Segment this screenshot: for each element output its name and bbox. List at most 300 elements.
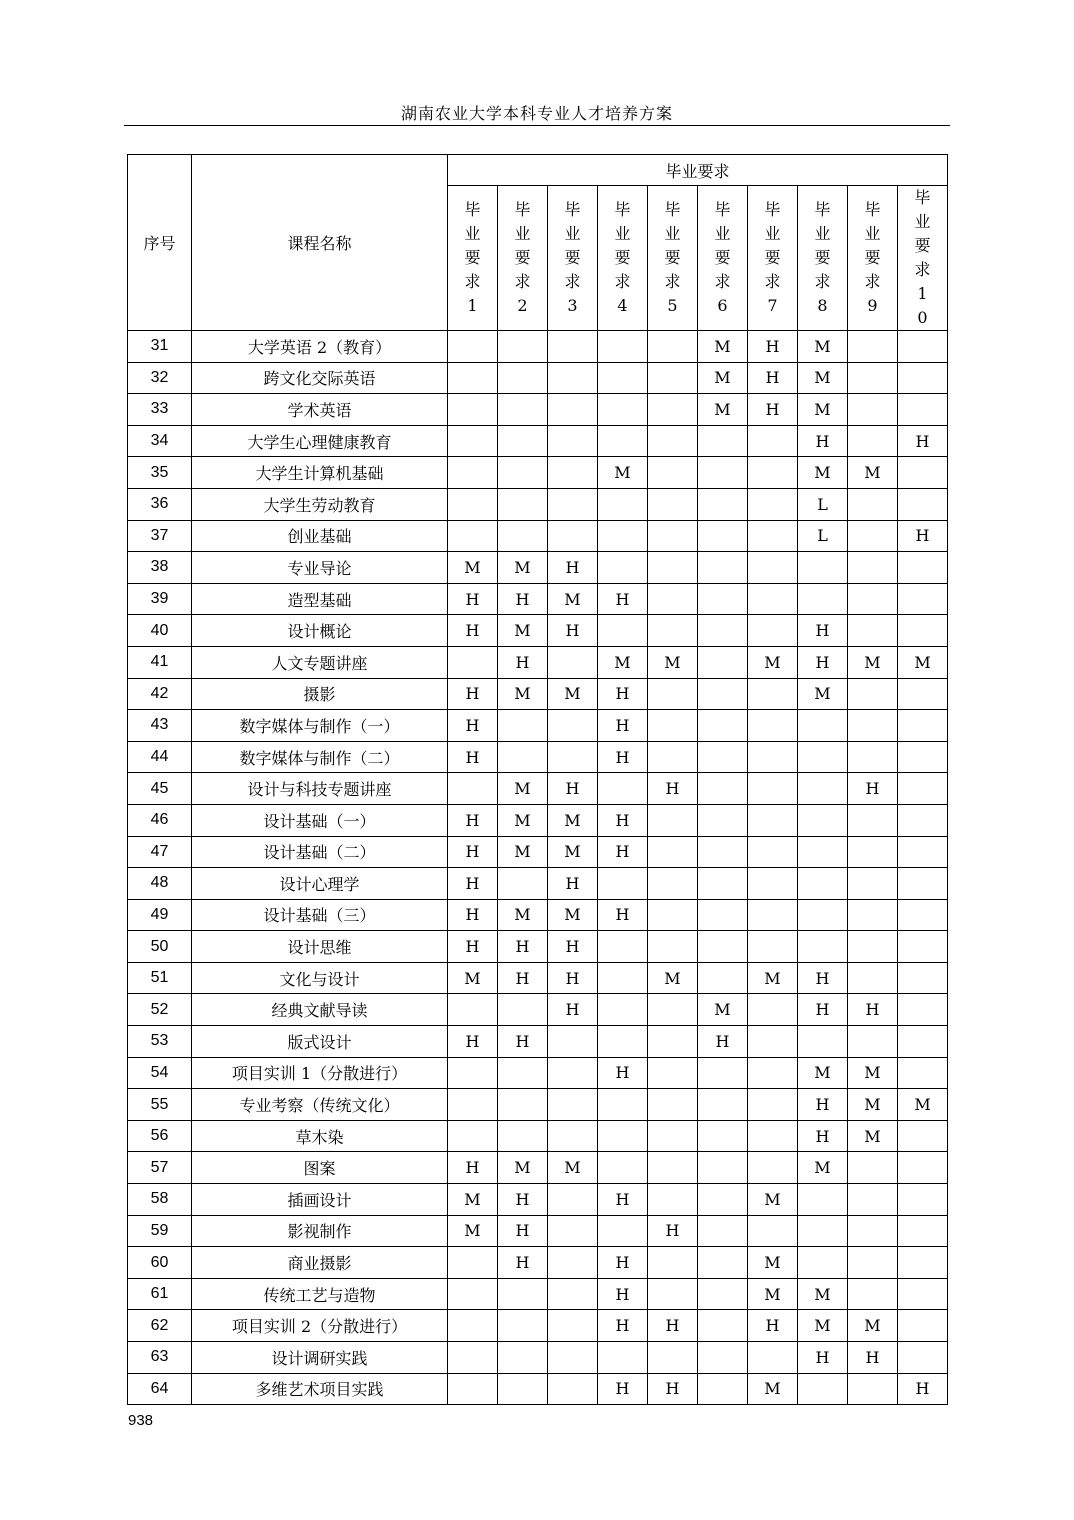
support-level-cell: H <box>648 1310 698 1342</box>
support-level-cell <box>648 899 698 931</box>
support-level-cell <box>848 552 898 584</box>
support-level-cell <box>498 1057 548 1089</box>
support-level-cell <box>698 931 748 963</box>
support-level-cell <box>598 1089 648 1121</box>
requirement-header-label: 毕 业 要 求 2 <box>514 200 531 315</box>
course-name: 文化与设计 <box>192 962 448 994</box>
support-level-cell <box>798 1026 848 1058</box>
requirement-header-label: 毕 业 要 求 7 <box>764 200 781 315</box>
column-header-course-name: 课程名称 <box>192 155 448 331</box>
support-level-cell <box>748 1120 798 1152</box>
support-level-cell <box>548 488 598 520</box>
course-name: 设计基础（二） <box>192 836 448 868</box>
support-level-cell: H <box>548 962 598 994</box>
column-header-number: 序号 <box>128 155 192 331</box>
course-name: 草木染 <box>192 1120 448 1152</box>
requirement-header-label: 毕 业 要 求 1 <box>464 200 481 315</box>
support-level-cell: L <box>798 520 848 552</box>
support-level-cell <box>498 994 548 1026</box>
support-level-cell <box>498 1278 548 1310</box>
support-level-cell: H <box>498 1247 548 1279</box>
support-level-cell <box>548 1026 598 1058</box>
table-row <box>128 1184 948 1216</box>
support-level-cell <box>798 1373 848 1405</box>
support-level-cell: H <box>898 1373 948 1405</box>
support-level-cell: H <box>598 678 648 710</box>
support-level-cell <box>898 583 948 615</box>
support-level-cell <box>598 552 648 584</box>
table-row <box>128 1026 948 1058</box>
course-name: 设计调研实践 <box>192 1342 448 1374</box>
support-level-cell: M <box>698 362 748 394</box>
support-level-cell <box>898 773 948 805</box>
support-level-cell <box>748 488 798 520</box>
support-level-cell <box>498 710 548 742</box>
requirement-header-5 <box>648 186 698 331</box>
support-level-cell: H <box>548 773 598 805</box>
support-level-cell: H <box>448 741 498 773</box>
support-level-cell <box>698 646 748 678</box>
support-level-cell <box>898 331 948 363</box>
support-level-cell <box>448 520 498 552</box>
table-row <box>128 994 948 1026</box>
support-level-cell <box>898 1342 948 1374</box>
course-name: 项目实训 1（分散进行） <box>192 1057 448 1089</box>
table-row <box>128 552 948 584</box>
support-level-cell <box>898 1310 948 1342</box>
support-level-cell: M <box>798 1310 848 1342</box>
support-level-cell <box>698 1215 748 1247</box>
course-name: 摄影 <box>192 678 448 710</box>
course-name: 设计基础（一） <box>192 804 448 836</box>
support-level-cell <box>748 678 798 710</box>
row-number: 42 <box>128 678 192 710</box>
support-level-cell <box>748 994 798 1026</box>
table-row <box>128 931 948 963</box>
support-level-cell: M <box>798 394 848 426</box>
row-number: 58 <box>128 1184 192 1216</box>
support-level-cell <box>598 1026 648 1058</box>
support-level-cell: H <box>448 899 498 931</box>
support-level-cell <box>548 394 598 426</box>
support-level-cell <box>648 994 698 1026</box>
support-level-cell <box>798 773 848 805</box>
course-name: 大学生计算机基础 <box>192 457 448 489</box>
support-level-cell: H <box>648 1373 698 1405</box>
support-level-cell: H <box>448 615 498 647</box>
support-level-cell <box>648 1184 698 1216</box>
support-level-cell <box>698 741 748 773</box>
support-level-cell <box>848 678 898 710</box>
support-level-cell <box>798 741 848 773</box>
support-level-cell: H <box>798 646 848 678</box>
support-level-cell: H <box>798 1089 848 1121</box>
support-level-cell <box>448 488 498 520</box>
requirement-header-10 <box>898 186 948 331</box>
support-level-cell <box>648 804 698 836</box>
support-level-cell <box>498 488 548 520</box>
support-level-cell <box>648 1026 698 1058</box>
support-level-cell <box>848 1026 898 1058</box>
support-level-cell: H <box>798 425 848 457</box>
support-level-cell <box>598 1342 648 1374</box>
support-level-cell <box>598 488 648 520</box>
support-level-cell <box>648 741 698 773</box>
support-level-cell <box>798 583 848 615</box>
table-row <box>128 773 948 805</box>
support-level-cell <box>598 1152 648 1184</box>
support-level-cell <box>748 1089 798 1121</box>
support-level-cell <box>698 1089 748 1121</box>
support-level-cell <box>448 1057 498 1089</box>
support-level-cell <box>898 1184 948 1216</box>
support-level-cell: M <box>748 1184 798 1216</box>
row-number: 57 <box>128 1152 192 1184</box>
table-row <box>128 710 948 742</box>
requirement-header-label: 毕 业 要 求 5 <box>664 200 681 315</box>
support-level-cell <box>548 1247 598 1279</box>
course-name: 版式设计 <box>192 1026 448 1058</box>
support-level-cell <box>898 931 948 963</box>
support-level-cell: M <box>498 1152 548 1184</box>
support-level-cell <box>448 331 498 363</box>
support-level-cell <box>698 1247 748 1279</box>
requirement-header-label: 毕 业 要 求 10 <box>914 188 931 327</box>
support-level-cell <box>898 1026 948 1058</box>
support-level-cell <box>798 710 848 742</box>
support-level-cell: M <box>748 1373 798 1405</box>
support-level-cell <box>698 773 748 805</box>
support-level-cell: M <box>498 678 548 710</box>
support-level-cell <box>848 1184 898 1216</box>
support-level-cell <box>498 868 548 900</box>
support-level-cell: H <box>548 552 598 584</box>
support-level-cell <box>548 457 598 489</box>
support-level-cell <box>448 457 498 489</box>
support-level-cell: M <box>848 457 898 489</box>
table-row <box>128 520 948 552</box>
support-level-cell <box>898 710 948 742</box>
support-level-cell <box>598 331 648 363</box>
support-level-cell <box>748 520 798 552</box>
requirement-header-8 <box>798 186 848 331</box>
requirement-header-9 <box>848 186 898 331</box>
table-row <box>128 646 948 678</box>
support-level-cell: M <box>548 678 598 710</box>
course-name: 跨文化交际英语 <box>192 362 448 394</box>
support-level-cell <box>448 1342 498 1374</box>
support-level-cell: M <box>448 1215 498 1247</box>
table-row <box>128 331 948 363</box>
support-level-cell: H <box>498 583 548 615</box>
support-level-cell <box>848 868 898 900</box>
support-level-cell: H <box>598 741 648 773</box>
support-level-cell: H <box>448 804 498 836</box>
header-divider <box>124 125 950 126</box>
support-level-cell <box>848 488 898 520</box>
support-level-cell: M <box>748 1247 798 1279</box>
support-level-cell: H <box>798 962 848 994</box>
support-level-cell <box>598 615 648 647</box>
support-level-cell <box>698 615 748 647</box>
support-level-cell <box>898 741 948 773</box>
requirement-header-7 <box>748 186 798 331</box>
support-level-cell: M <box>748 962 798 994</box>
table-row <box>128 1278 948 1310</box>
row-number: 50 <box>128 931 192 963</box>
support-level-cell: H <box>848 1342 898 1374</box>
support-level-cell <box>848 1278 898 1310</box>
support-level-cell <box>598 931 648 963</box>
support-level-cell <box>448 425 498 457</box>
support-level-cell <box>648 583 698 615</box>
support-level-cell: H <box>548 994 598 1026</box>
support-level-cell <box>848 615 898 647</box>
row-number: 41 <box>128 646 192 678</box>
support-level-cell <box>798 1215 848 1247</box>
support-level-cell <box>898 362 948 394</box>
row-number: 48 <box>128 868 192 900</box>
support-level-cell: M <box>598 646 648 678</box>
requirement-header-label: 毕 业 要 求 9 <box>864 200 881 315</box>
support-level-cell: H <box>548 868 598 900</box>
support-level-cell: H <box>898 425 948 457</box>
support-level-cell <box>848 583 898 615</box>
support-level-cell <box>898 899 948 931</box>
support-level-cell <box>698 488 748 520</box>
support-level-cell <box>898 994 948 1026</box>
support-level-cell <box>848 1247 898 1279</box>
table-row <box>128 1057 948 1089</box>
support-level-cell <box>848 710 898 742</box>
support-level-cell: H <box>598 899 648 931</box>
support-level-cell <box>548 520 598 552</box>
support-level-cell: H <box>748 331 798 363</box>
support-level-cell <box>548 710 598 742</box>
support-level-cell <box>448 773 498 805</box>
table-row <box>128 1120 948 1152</box>
support-level-cell <box>748 1026 798 1058</box>
support-level-cell: M <box>498 615 548 647</box>
table-row <box>128 868 948 900</box>
table-row <box>128 488 948 520</box>
support-level-cell: H <box>748 362 798 394</box>
requirement-header-label: 毕 业 要 求 4 <box>614 200 631 315</box>
support-level-cell: L <box>798 488 848 520</box>
requirement-header-label: 毕 业 要 求 3 <box>564 200 581 315</box>
course-name: 传统工艺与造物 <box>192 1278 448 1310</box>
support-level-cell: M <box>698 331 748 363</box>
support-level-cell <box>548 646 598 678</box>
support-level-cell <box>648 678 698 710</box>
support-level-cell <box>498 1342 548 1374</box>
support-level-cell <box>598 1215 648 1247</box>
support-level-cell <box>498 741 548 773</box>
support-level-cell: H <box>498 646 548 678</box>
support-level-cell: H <box>548 931 598 963</box>
support-level-cell <box>648 552 698 584</box>
support-level-cell: H <box>598 1184 648 1216</box>
support-level-cell <box>648 362 698 394</box>
support-level-cell: H <box>598 1247 648 1279</box>
support-level-cell <box>448 1247 498 1279</box>
requirement-header-label: 毕 业 要 求 6 <box>714 200 731 315</box>
row-number: 47 <box>128 836 192 868</box>
support-level-cell: M <box>798 1057 848 1089</box>
support-level-cell <box>698 425 748 457</box>
table-row <box>128 1089 948 1121</box>
support-level-cell: H <box>448 931 498 963</box>
support-level-cell <box>898 1057 948 1089</box>
support-level-cell <box>448 362 498 394</box>
support-level-cell <box>648 394 698 426</box>
support-level-cell <box>798 836 848 868</box>
support-level-cell <box>698 1184 748 1216</box>
table-row <box>128 899 948 931</box>
support-level-cell: H <box>448 583 498 615</box>
table-row <box>128 362 948 394</box>
course-name: 设计基础（三） <box>192 899 448 931</box>
support-level-cell: M <box>698 394 748 426</box>
support-level-cell: H <box>498 1215 548 1247</box>
support-level-cell <box>448 394 498 426</box>
support-level-cell <box>798 868 848 900</box>
support-level-cell <box>748 583 798 615</box>
support-level-cell <box>548 1120 598 1152</box>
support-level-cell: M <box>548 1152 598 1184</box>
course-name: 数字媒体与制作（一） <box>192 710 448 742</box>
support-level-cell <box>748 1342 798 1374</box>
support-level-cell <box>448 1278 498 1310</box>
course-name: 专业考察（传统文化） <box>192 1089 448 1121</box>
table-row <box>128 962 948 994</box>
support-level-cell <box>848 962 898 994</box>
row-number: 38 <box>128 552 192 584</box>
table-row <box>128 1310 948 1342</box>
course-name: 大学生劳动教育 <box>192 488 448 520</box>
support-level-cell: M <box>648 962 698 994</box>
support-level-cell <box>798 1247 848 1279</box>
support-level-cell <box>748 1152 798 1184</box>
support-level-cell: M <box>848 1310 898 1342</box>
row-number: 35 <box>128 457 192 489</box>
support-level-cell <box>498 1373 548 1405</box>
requirement-header-3 <box>548 186 598 331</box>
support-level-cell: M <box>798 1278 848 1310</box>
table-row <box>128 1247 948 1279</box>
row-number: 45 <box>128 773 192 805</box>
table-row <box>128 457 948 489</box>
support-level-cell <box>448 1089 498 1121</box>
support-level-cell <box>848 836 898 868</box>
support-level-cell <box>648 836 698 868</box>
support-level-cell <box>748 741 798 773</box>
support-level-cell <box>498 425 548 457</box>
support-level-cell <box>848 520 898 552</box>
course-name: 多维艺术项目实践 <box>192 1373 448 1405</box>
support-level-cell <box>748 615 798 647</box>
support-level-cell: H <box>498 1184 548 1216</box>
support-level-cell: M <box>598 457 648 489</box>
row-number: 64 <box>128 1373 192 1405</box>
course-name: 大学生心理健康教育 <box>192 425 448 457</box>
support-level-cell <box>698 836 748 868</box>
support-level-cell: H <box>898 520 948 552</box>
support-level-cell: H <box>598 804 648 836</box>
support-level-cell <box>598 425 648 457</box>
course-name: 专业导论 <box>192 552 448 584</box>
support-level-cell: H <box>848 994 898 1026</box>
support-level-cell <box>648 710 698 742</box>
support-level-cell <box>648 488 698 520</box>
support-level-cell <box>498 1120 548 1152</box>
support-level-cell <box>548 1278 598 1310</box>
support-level-cell <box>898 488 948 520</box>
support-level-cell: M <box>748 1278 798 1310</box>
support-level-cell <box>598 362 648 394</box>
support-level-cell: H <box>798 994 848 1026</box>
support-level-cell: M <box>798 1152 848 1184</box>
support-level-cell <box>448 646 498 678</box>
support-level-cell: H <box>498 1026 548 1058</box>
course-name: 人文专题讲座 <box>192 646 448 678</box>
support-level-cell: H <box>598 710 648 742</box>
row-number: 59 <box>128 1215 192 1247</box>
support-level-cell: M <box>548 804 598 836</box>
course-name: 设计与科技专题讲座 <box>192 773 448 805</box>
course-name: 造型基础 <box>192 583 448 615</box>
support-level-cell: H <box>448 868 498 900</box>
support-level-cell <box>848 804 898 836</box>
support-level-cell <box>698 962 748 994</box>
course-name: 学术英语 <box>192 394 448 426</box>
support-level-cell: M <box>548 583 598 615</box>
row-number: 36 <box>128 488 192 520</box>
support-level-cell <box>748 1215 798 1247</box>
support-level-cell: M <box>498 804 548 836</box>
support-level-cell <box>648 425 698 457</box>
support-level-cell: H <box>798 1342 848 1374</box>
row-number: 44 <box>128 741 192 773</box>
support-level-cell <box>848 394 898 426</box>
support-level-cell <box>448 1373 498 1405</box>
support-level-cell <box>648 1152 698 1184</box>
support-level-cell <box>698 899 748 931</box>
support-level-cell <box>698 1120 748 1152</box>
support-level-cell <box>698 1310 748 1342</box>
table-row <box>128 394 948 426</box>
support-level-cell <box>748 1057 798 1089</box>
row-number: 62 <box>128 1310 192 1342</box>
support-level-cell: M <box>748 646 798 678</box>
table-row <box>128 741 948 773</box>
support-level-cell <box>698 710 748 742</box>
support-level-cell <box>898 1247 948 1279</box>
support-level-cell <box>598 520 648 552</box>
support-level-cell <box>448 994 498 1026</box>
support-level-cell <box>798 552 848 584</box>
support-level-cell <box>648 457 698 489</box>
support-level-cell <box>548 1057 598 1089</box>
course-name: 插画设计 <box>192 1184 448 1216</box>
support-level-cell: H <box>798 1120 848 1152</box>
row-number: 51 <box>128 962 192 994</box>
support-level-cell <box>748 552 798 584</box>
support-level-cell: H <box>498 962 548 994</box>
support-level-cell <box>898 615 948 647</box>
course-name: 设计概论 <box>192 615 448 647</box>
table-row <box>128 678 948 710</box>
